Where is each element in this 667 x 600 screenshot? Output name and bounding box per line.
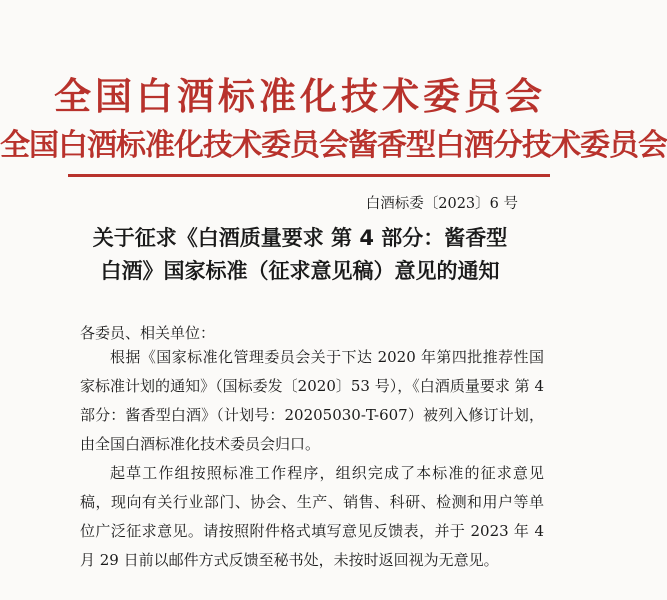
header-divider [68,174,550,177]
body-paragraph-1: 根据《国家标准化管理委员会关于下达 2020 年第四批推荐性国家标准计划的通知》（国标委发〔2020〕53 号），《白酒质量要求 第 4 部分：酱香型白酒》（计划号：20205030-T-607）被列入修订计划，由全国白酒标准化技术委员会归口。 [80,348,544,453]
notice-title-line-2: 白酒》国家标准（征求意见稿）意见的通知 [100,259,500,283]
notice-title [60,222,540,288]
document-number: 白酒标委〔2023〕6 号 [365,196,518,212]
body-paragraph-2: 起草工作组按照标准工作程序，组织完成了本标准的征求意见稿，现向有关行业部门、协会、生产、销售、科研、检测和用户等单位广泛征求意见。请按照附件格式填写意见反馈表，并于 2023 年 4 月 29 日前以邮件方式反馈至秘书处，未按时返回视为无意见。 [80,464,544,569]
issuer-name-secondary: 全国白酒标准化技术委员会酱香型白酒分技术委员会 [0,128,667,163]
issuer-name-primary: 全国白酒标准化技术委员会 [54,75,546,118]
notice-title-line-1: 关于征求《白酒质量要求 第 4 部分：酱香型 [92,226,508,250]
salutation: 各委员、相关单位： [80,324,216,342]
